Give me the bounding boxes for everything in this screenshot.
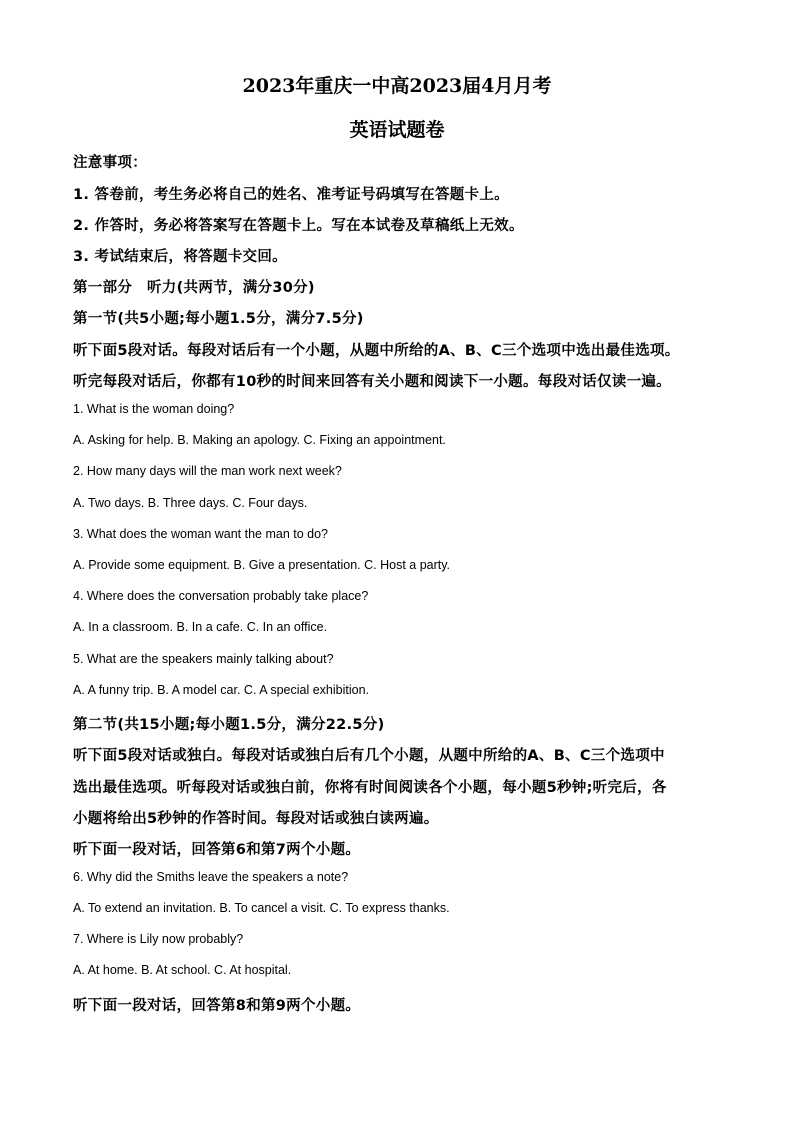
question-text: 1. What is the woman doing? [73,402,235,416]
section2-instruction: 听下面5段对话或独白。每段对话或独白后有几个小题，从题中所给的A、B、C三个选项中 [73,748,665,764]
question-text: 6. Why did the Smiths leave the speakers a note? [73,870,349,884]
section2-heading: 第二节(共15小题;每小题1.5分，满分22.5分) [73,717,385,733]
section1-instruction: 听下面5段对话。每段对话后有一个小题，从题中所给的A、B、C三个选项中选出最佳选项。 [73,343,680,359]
question-text: 7. Where is Lily now probably? [73,932,244,946]
notes-heading: 注意事项： [73,155,147,171]
section2-instruction: 小题将给出5秒钟的作答时间。每段对话或独白读两遍。 [73,811,439,827]
group-heading: 听下面一段对话，回答第8和第9两个小题。 [73,998,361,1014]
group-heading: 听下面一段对话，回答第6和第7两个小题。 [73,842,361,858]
question-options: A. To extend an invitation. B. To cancel a visit. C. To express thanks. [73,901,450,915]
section1-instruction: 听完每段对话后，你都有10秒的时间来回答有关小题和阅读下一小题。每段对话仅读一遍。 [73,374,671,390]
section2-instruction: 选出最佳选项。听每段对话或独白前，你将有时间阅读各个小题，每小题5秒钟;听完后，各 [73,780,667,796]
question-options: A. At home. B. At school. C. At hospital. [73,963,292,977]
question-text: 2. How many days will the man work next week? [73,464,342,478]
note-item: 1. 答卷前，考生务必将自己的姓名、准考证号码填写在答题卡上。 [73,187,509,203]
question-text: 4. Where does the conversation probably take place? [73,589,369,603]
part1-heading: 第一部分 听力(共两节，满分30分) [73,280,315,296]
question-text: 3. What does the woman want the man to do? [73,527,329,541]
question-options: A. Provide some equipment. B. Give a presentation. C. Host a party. [73,558,451,572]
note-item: 2. 作答时，务必将答案写在答题卡上。写在本试卷及草稿纸上无效。 [73,218,524,234]
question-options: A. Asking for help. B. Making an apology. C. Fixing an appointment. [73,433,446,447]
exam-title: 2023年重庆一中高2023届4月月考 [242,75,552,97]
section1-heading: 第一节(共5小题;每小题1.5分，满分7.5分) [73,311,364,327]
question-options: A. A funny trip. B. A model car. C. A special exhibition. [73,683,370,697]
question-options: A. Two days. B. Three days. C. Four days. [73,496,308,510]
question-options: A. In a classroom. B. In a cafe. C. In an office. [73,620,328,634]
note-item: 3. 考试结束后，将答题卡交回。 [73,249,287,265]
question-text: 5. What are the speakers mainly talking about? [73,652,334,666]
exam-subtitle: 英语试题卷 [349,119,445,141]
